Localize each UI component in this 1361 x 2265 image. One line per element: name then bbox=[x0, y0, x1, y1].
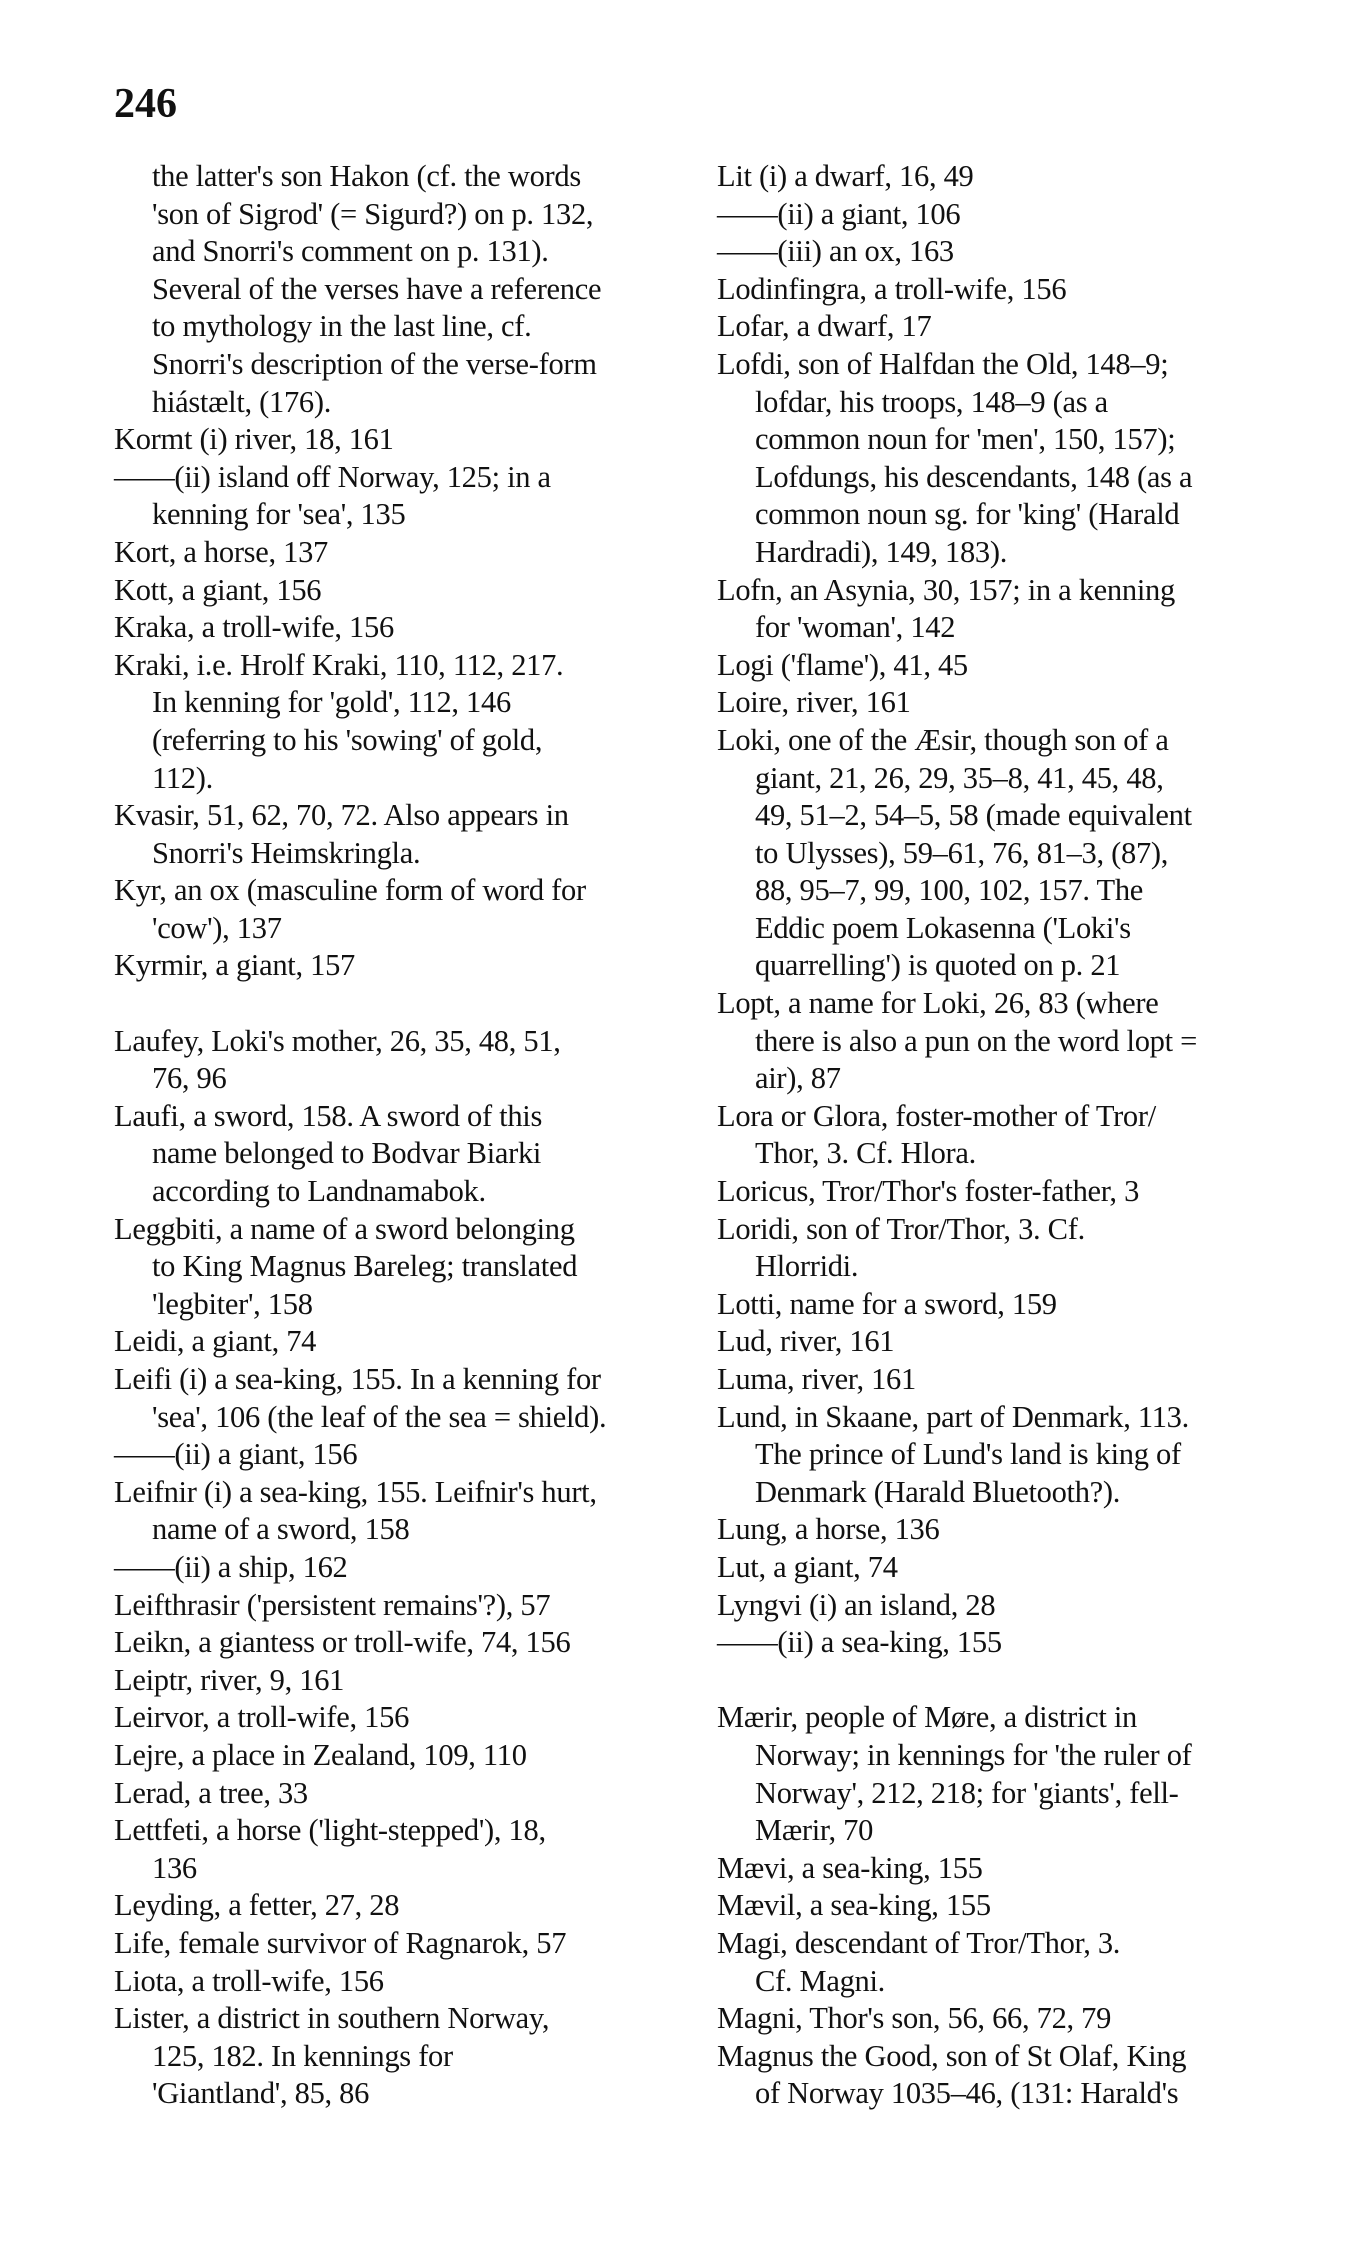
index-entry: Laufey, Loki's mother, 26, 35, 48, 51, bbox=[114, 1023, 561, 1058]
index-entry: Magi, descendant of Tror/Thor, 3. bbox=[717, 1925, 1121, 1960]
index-entry-continuation: The prince of Lund's land is king of bbox=[755, 1437, 1181, 1472]
page-number: 246 bbox=[114, 81, 177, 127]
index-entry: Leirvor, a troll-wife, 156 bbox=[114, 1700, 410, 1735]
index-entry-continuation: according to Landnamabok. bbox=[152, 1174, 486, 1209]
index-entry: Leyding, a fetter, 27, 28 bbox=[114, 1888, 400, 1923]
index-entry: Lut, a giant, 74 bbox=[717, 1549, 898, 1584]
index-entry-continuation: name of a sword, 158 bbox=[152, 1512, 410, 1547]
index-entry bbox=[114, 985, 674, 1023]
index-entry-continuation: and Snorri's comment on p. 131). bbox=[152, 234, 549, 269]
index-entry-continuation: Snorri's description of the verse-form bbox=[152, 346, 597, 381]
index-entry: Lud, river, 161 bbox=[717, 1324, 895, 1359]
index-entry-continuation: (referring to his 'sowing' of gold, bbox=[152, 722, 543, 757]
index-entry-continuation: Denmark (Harald Bluetooth?). bbox=[755, 1474, 1121, 1509]
index-entry-continuation: name belonged to Bodvar Biarki bbox=[152, 1136, 542, 1171]
index-entry-continuation: 76, 96 bbox=[152, 1061, 227, 1096]
index-entry: Leidi, a giant, 74 bbox=[114, 1324, 317, 1359]
index-entry-continuation: 'son of Sigrod' (= Sigurd?) on p. 132, bbox=[152, 196, 594, 231]
index-entry: Laufi, a sword, 158. A sword of this bbox=[114, 1098, 543, 1133]
index-entry: Kraki, i.e. Hrolf Kraki, 110, 112, 217. bbox=[114, 647, 564, 682]
index-entry-continuation: to Ulysses), 59–61, 76, 81–3, (87), bbox=[755, 835, 1169, 870]
index-entry-continuation: Hardradi), 149, 183). bbox=[755, 534, 1008, 569]
index-entry: ——(ii) island off Norway, 125; in a bbox=[114, 459, 551, 494]
index-entry: Lung, a horse, 136 bbox=[717, 1512, 940, 1547]
index-entry-continuation: to mythology in the last line, cf. bbox=[152, 309, 532, 344]
index-entry-continuation: air), 87 bbox=[755, 1061, 841, 1096]
index-entry-continuation: kenning for 'sea', 135 bbox=[152, 497, 406, 532]
index-entry: Liota, a troll-wife, 156 bbox=[114, 1963, 384, 1998]
index-entry-continuation: lofdar, his troops, 148–9 (as a bbox=[755, 384, 1108, 419]
right-column bbox=[717, 158, 1277, 2113]
index-entry: Loki, one of the Æsir, though son of a bbox=[717, 722, 1169, 757]
index-entry: Kormt (i) river, 18, 161 bbox=[114, 422, 394, 457]
index-entry bbox=[717, 1662, 1277, 1700]
index-entry-continuation: giant, 21, 26, 29, 35–8, 41, 45, 48, bbox=[755, 760, 1164, 795]
index-entry-continuation: common noun for 'men', 150, 157); bbox=[755, 422, 1176, 457]
index-entry: Loire, river, 161 bbox=[717, 685, 911, 720]
index-entry-continuation: 'cow'), 137 bbox=[152, 910, 282, 945]
index-entry-continuation: 'legbiter', 158 bbox=[152, 1286, 313, 1321]
index-entry: Magni, Thor's son, 56, 66, 72, 79 bbox=[717, 2001, 1112, 2036]
index-entry-continuation: In kenning for 'gold', 112, 146 bbox=[152, 685, 511, 720]
index-entry: Leifnir (i) a sea-king, 155. Leifnir's hurt, bbox=[114, 1474, 597, 1509]
index-entry-continuation: Snorri's Heimskringla. bbox=[152, 835, 421, 870]
index-entry-continuation: 88, 95–7, 99, 100, 102, 157. The bbox=[755, 873, 1144, 908]
index-entry: Mærir, people of Møre, a district in bbox=[717, 1700, 1137, 1735]
index-entry-continuation: 112). bbox=[152, 760, 213, 795]
index-entry: ——(ii) a giant, 106 bbox=[717, 196, 961, 231]
index-entry: Luma, river, 161 bbox=[717, 1362, 916, 1396]
index-entry: Kott, a giant, 156 bbox=[114, 572, 322, 607]
index-entry-continuation: Several of the verses have a reference bbox=[152, 271, 602, 306]
index-entry: ——(ii) a ship, 162 bbox=[114, 1549, 348, 1584]
index-entry-continuation: to King Magnus Bareleg; translated bbox=[152, 1249, 578, 1284]
index-entry: Loricus, Tror/Thor's foster-father, 3 bbox=[717, 1174, 1140, 1209]
index-entry: Lyngvi (i) an island, 28 bbox=[717, 1587, 996, 1622]
index-entry: Kvasir, 51, 62, 70, 72. Also appears in bbox=[114, 798, 569, 833]
index-entry: Lodinfingra, a troll-wife, 156 bbox=[717, 271, 1067, 306]
index-entry: ——(iii) an ox, 163 bbox=[717, 234, 954, 269]
index-entry-continuation: Cf. Magni. bbox=[755, 1963, 886, 1998]
index-entry: ——(ii) a giant, 156 bbox=[114, 1437, 358, 1472]
index-entry: Lejre, a place in Zealand, 109, 110 bbox=[114, 1737, 527, 1772]
index-entry: Lister, a district in southern Norway, bbox=[114, 2001, 550, 2036]
index-entry: Kort, a horse, 137 bbox=[114, 534, 328, 569]
index-entry: Kraka, a troll-wife, 156 bbox=[114, 610, 394, 645]
index-entry: Lettfeti, a horse ('light-stepped'), 18, bbox=[114, 1813, 546, 1848]
index-entry-continuation: Thor, 3. Cf. Hlora. bbox=[755, 1136, 976, 1171]
index-entry: Lotti, name for a sword, 159 bbox=[717, 1286, 1057, 1321]
index-entry: Lofdi, son of Halfdan the Old, 148–9; bbox=[717, 346, 1169, 381]
index-entry: Leikn, a giantess or troll-wife, 74, 156 bbox=[114, 1625, 571, 1660]
index-entry: ——(ii) a sea-king, 155 bbox=[717, 1625, 1002, 1660]
index-entry: Leggbiti, a name of a sword belonging bbox=[114, 1211, 575, 1246]
index-entry: Kyr, an ox (masculine form of word for bbox=[114, 873, 586, 908]
index-entry: Lofar, a dwarf, 17 bbox=[717, 309, 932, 344]
index-entry: Loridi, son of Tror/Thor, 3. Cf. bbox=[717, 1211, 1085, 1246]
index-entry: Mævil, a sea-king, 155 bbox=[717, 1888, 991, 1923]
index-entry: Mævi, a sea-king, 155 bbox=[717, 1850, 983, 1885]
index-entry: Lund, in Skaane, part of Denmark, 113. bbox=[717, 1399, 1189, 1434]
index-entry: Life, female survivor of Ragnarok, 57 bbox=[114, 1925, 567, 1960]
index-entry-continuation: there is also a pun on the word lopt = bbox=[755, 1023, 1198, 1058]
index-entry-continuation: of Norway 1035–46, (131: Harald's bbox=[755, 2076, 1179, 2111]
left-column bbox=[114, 158, 674, 2113]
index-entry-continuation: Norway', 212, 218; for 'giants', fell- bbox=[755, 1775, 1179, 1810]
index-entry-continuation: quarrelling') is quoted on p. 21 bbox=[755, 948, 1121, 983]
index-entry-continuation: Hlorridi. bbox=[755, 1249, 859, 1284]
index-entry-continuation: the latter's son Hakon (cf. the words bbox=[152, 159, 581, 193]
index-entry-continuation: Eddic poem Lokasenna ('Loki's bbox=[755, 910, 1131, 945]
index-entry-continuation: 49, 51–2, 54–5, 58 (made equivalent bbox=[755, 798, 1192, 833]
index-entry: Magnus the Good, son of St Olaf, King bbox=[717, 2038, 1187, 2073]
index-entry-continuation: for 'woman', 142 bbox=[755, 610, 956, 645]
index-entry-continuation: Lofdungs, his descendants, 148 (as a bbox=[755, 459, 1193, 494]
index-entry-continuation: Norway; in kennings for 'the ruler of bbox=[755, 1737, 1192, 1772]
index-entry: Logi ('flame'), 41, 45 bbox=[717, 647, 968, 682]
index-entry: Lofn, an Asynia, 30, 157; in a kenning bbox=[717, 572, 1175, 607]
index-entry-continuation: 'Giantland', 85, 86 bbox=[152, 2076, 370, 2111]
index-entry-continuation: 136 bbox=[152, 1850, 197, 1885]
index-entry: Lit (i) a dwarf, 16, 49 bbox=[717, 159, 974, 193]
index-entry: Leifthrasir ('persistent remains'?), 57 bbox=[114, 1587, 551, 1622]
index-entry-continuation: common noun sg. for 'king' (Harald bbox=[755, 497, 1180, 532]
index-entry: Leiptr, river, 9, 161 bbox=[114, 1662, 345, 1697]
index-entry: Lopt, a name for Loki, 26, 83 (where bbox=[717, 986, 1159, 1021]
index-entry: Kyrmir, a giant, 157 bbox=[114, 948, 355, 983]
index-entry-continuation: hiástælt, (176). bbox=[152, 384, 332, 419]
index-entry: Lerad, a tree, 33 bbox=[114, 1775, 308, 1810]
index-entry: Leifi (i) a sea-king, 155. In a kenning for bbox=[114, 1362, 601, 1396]
index-entry-continuation: 125, 182. In kennings for bbox=[152, 2038, 453, 2073]
index-entry-continuation: Mærir, 70 bbox=[755, 1813, 874, 1848]
index-entry-continuation: 'sea', 106 (the leaf of the sea = shield). bbox=[152, 1399, 607, 1434]
index-entry: Lora or Glora, foster-mother of Tror/ bbox=[717, 1098, 1156, 1133]
